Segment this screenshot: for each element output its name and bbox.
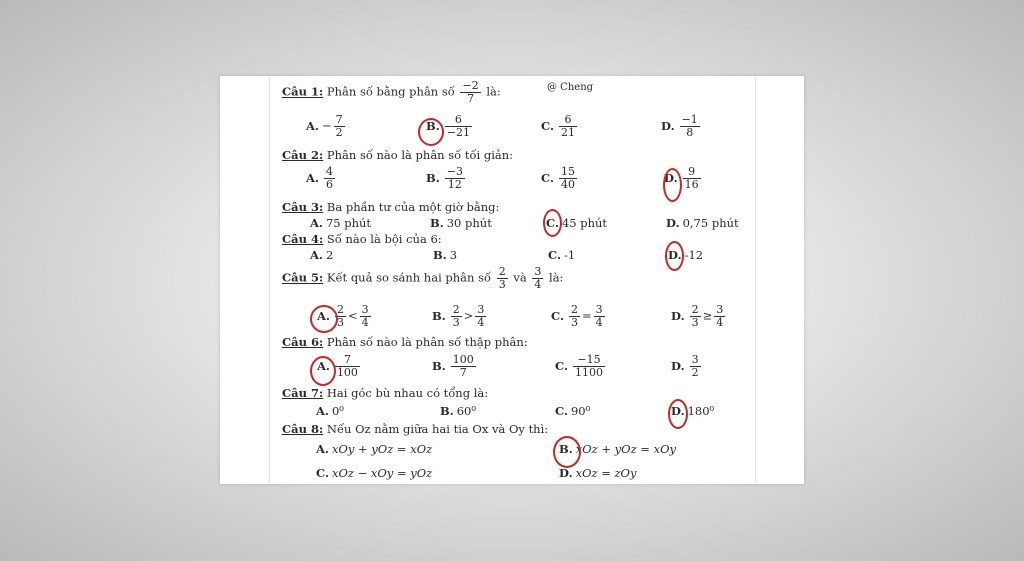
question-8: Câu 8: Nếu Oz nằm giữa hai tia Ox và Oy thì: <box>282 422 549 436</box>
question-1: Câu 1: Phân số bằng phân số $\frac{-2}{7}$ là: <box>282 79 501 105</box>
q8-option-a[interactable]: A. xOy + yOz = xOz <box>316 442 433 456</box>
q3-option-c[interactable]: C. 45 phút <box>546 216 608 230</box>
answer-circle-q2 <box>663 168 682 202</box>
answer-circle-q5 <box>310 305 338 333</box>
question-4: Câu 4: Số nào là bội của 6: <box>282 232 442 246</box>
q6-option-a[interactable]: A. $\frac{7}{100}$ <box>317 353 358 379</box>
q4-option-a[interactable]: A. 2 <box>310 248 334 262</box>
q2-option-c[interactable]: C. $\frac{15}{40}$ <box>541 165 575 191</box>
answer-circle-q1 <box>418 118 444 146</box>
q2-option-d[interactable]: D. $\frac{9}{16}$ <box>664 165 699 191</box>
q8-option-d[interactable]: D. xOz = zOy <box>559 466 637 480</box>
q1-option-d[interactable]: D. $\frac{-1}{8}$ <box>661 113 698 139</box>
q7-option-d[interactable]: D. 180⁰ <box>671 404 715 418</box>
q2-option-a[interactable]: A. $\frac{4}{6}$ <box>306 165 333 191</box>
answer-circle-q6 <box>310 356 336 386</box>
q5-option-c[interactable]: C. $\frac{2}{3}$ = $\frac{3}{4}$ <box>551 303 603 329</box>
q4-option-d[interactable]: D. -12 <box>668 248 704 262</box>
answer-circle-q8 <box>553 436 581 468</box>
q8-option-c[interactable]: C. xOz − xOy = yOz <box>316 466 433 480</box>
answer-circle-q4 <box>665 241 684 271</box>
worksheet-page <box>220 76 804 484</box>
q6-option-b[interactable]: B. $\frac{100}{7}$ <box>432 353 474 379</box>
q1-option-c[interactable]: C. $\frac{6}{21}$ <box>541 113 575 139</box>
question-2: Câu 2: Phân số nào là phân số tối giản: <box>282 148 514 162</box>
question-6: Câu 6: Phân số nào là phân số thập phân: <box>282 335 528 349</box>
q6-option-d[interactable]: D. $\frac{3}{2}$ <box>671 353 699 379</box>
question-7: Câu 7: Hai góc bù nhau có tổng là: <box>282 386 489 400</box>
q7-option-a[interactable]: A. 0⁰ <box>316 404 344 418</box>
q8-option-b[interactable]: B. xOz + yOz = xOy <box>559 442 676 456</box>
q3-option-a[interactable]: A. 75 phút <box>310 216 372 230</box>
question-3: Câu 3: Ba phần tư của một giờ bằng: <box>282 200 500 214</box>
answer-circle-q3 <box>543 209 562 237</box>
margin-line-left <box>269 76 270 484</box>
watermark: @ Cheng <box>547 82 594 93</box>
q6-option-c[interactable]: C. $\frac{-15}{1100}$ <box>555 353 603 379</box>
q3-option-d[interactable]: D. 0,75 phút <box>666 216 739 230</box>
q1-option-b[interactable]: B. $\frac{6}{-21}$ <box>426 113 470 139</box>
question-5: Câu 5: Kết quả so sánh hai phân số $\frac{2}{3}$ và $\frac{3}{4}$ là: <box>282 265 564 291</box>
q5-option-d[interactable]: D. $\frac{2}{3}$ ≥ $\frac{3}{4}$ <box>671 303 724 329</box>
margin-line-right <box>755 76 756 484</box>
q5-option-b[interactable]: B. $\frac{2}{3}$ > $\frac{3}{4}$ <box>432 303 485 329</box>
q1-option-a[interactable]: A. − $\frac{7}{2}$ <box>306 113 343 139</box>
answer-circle-q7 <box>668 399 688 429</box>
q7-option-c[interactable]: C. 90⁰ <box>555 404 591 418</box>
q4-option-c[interactable]: C. -1 <box>548 248 576 262</box>
q2-option-b[interactable]: B. $\frac{-3}{12}$ <box>426 165 463 191</box>
q7-option-b[interactable]: B. 60⁰ <box>440 404 476 418</box>
q5-option-a[interactable]: A. $\frac{2}{3}$ < $\frac{3}{4}$ <box>317 303 369 329</box>
q3-option-b[interactable]: B. 30 phút <box>430 216 492 230</box>
q4-option-b[interactable]: B. 3 <box>433 248 458 262</box>
